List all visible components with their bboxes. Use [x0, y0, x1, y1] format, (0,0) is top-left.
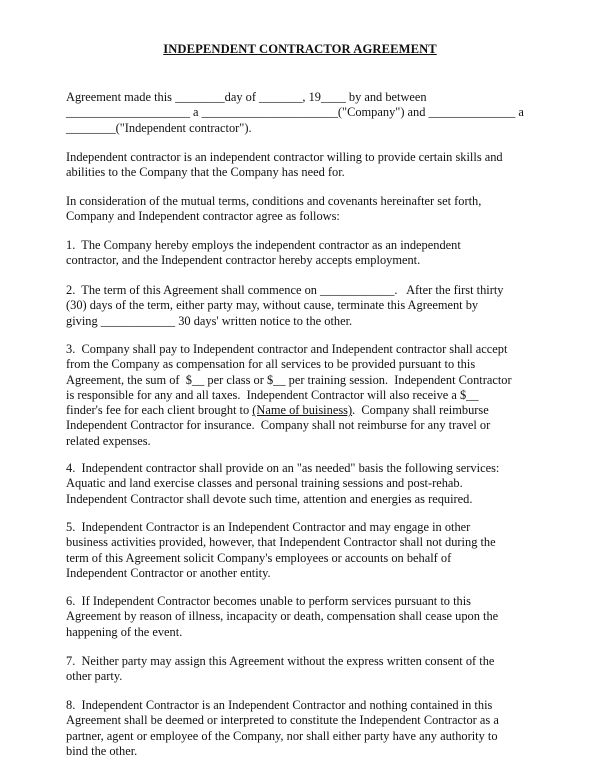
clause-line: 5. Independent Contractor is an Independent Contractor and may engage in other	[66, 520, 471, 534]
clause-line: (30) days of the term, either party may, without cause, terminate this Agreement by	[66, 298, 479, 313]
clause-line: Agreement by reason of illness, incapacity or death, compensation shall cease upon the	[66, 609, 499, 624]
clause-line: other party.	[66, 669, 123, 684]
clause-line: 3. Company shall pay to Independent contractor and Independent contractor shall accept	[66, 342, 508, 356]
clause-7	[66, 654, 536, 685]
clause-line: 4. Independent contractor shall provide on an "as needed" basis the following services:	[66, 461, 500, 475]
intro-paragraph	[66, 90, 536, 136]
consideration-line: Company and Independent contractor agree as follows:	[66, 209, 340, 224]
clause-line: Independent Contractor or another entity.	[66, 565, 271, 580]
clause-line: happening of the event.	[66, 624, 183, 639]
purpose-line: abilities to the Company that the Company has need for.	[66, 165, 345, 180]
clause-line: Agreement, the sum of $__ per class or $__ per training session. Independent Contractor	[66, 372, 512, 387]
clause-line: Agreement shall be deemed or interpreted to constitute the Independent Contractor as a	[66, 713, 499, 728]
business-name-placeholder: (Name of buisiness)	[252, 403, 353, 418]
clause-4	[66, 461, 536, 507]
clause-line: giving ____________ 30 days' written notice to the other.	[66, 313, 353, 328]
clause-line: contractor, and the Independent contractor hereby accepts employment.	[66, 253, 421, 268]
clause-line: term of this Agreement solicit Company's employees or accounts on behalf of	[66, 550, 452, 565]
clause-line: is responsible for any and all taxes. Independent Contractor will also receive a $__	[66, 387, 479, 402]
purpose-paragraph	[66, 150, 536, 181]
clause-line: 8. Independent Contractor is an Independent Contractor and nothing contained in this	[66, 698, 493, 712]
clause-line: 7. Neither party may assign this Agreement without the express written consent of the	[66, 654, 495, 668]
clause-line: bind the other.	[66, 743, 138, 758]
clause-line: 1. The Company hereby employs the independent contractor as an independent	[66, 238, 461, 252]
clause-1	[66, 238, 536, 269]
consideration-paragraph	[66, 194, 536, 225]
clause-line: business activities provided, however, that Independent Contractor shall not during the	[66, 535, 496, 550]
consideration-line: In consideration of the mutual terms, conditions and covenants hereinafter set forth,	[66, 194, 482, 208]
clause-text: finder's fee for each client brought to	[66, 403, 253, 418]
document-title: INDEPENDENT CONTRACTOR AGREEMENT	[163, 42, 437, 56]
clause-line: Independent Contractor for insurance. Company shall not reimburse for any travel or	[66, 418, 491, 433]
clause-line: 6. If Independent Contractor becomes unable to perform services pursuant to this	[66, 594, 471, 608]
clause-line: Independent Contractor shall devote such time, attention and energies as required.	[66, 491, 473, 506]
clause-line: Aquatic and land exercise classes and personal training sessions and post-rehab.	[66, 476, 463, 491]
purpose-line: Independent contractor is an independent contractor willing to provide certain skills and	[66, 150, 503, 164]
intro-line: Agreement made this ________day of _______, 19____ by and between	[66, 90, 427, 104]
clause-8	[66, 698, 536, 759]
clause-2	[66, 283, 536, 329]
clause-6	[66, 594, 536, 640]
clause-line: related expenses.	[66, 433, 151, 448]
clause-text: . Company shall reimburse	[352, 403, 489, 418]
clause-line: 2. The term of this Agreement shall commence on ____________. After the first thirty	[66, 283, 504, 297]
clause-line: partner, agent or employee of the Company, nor shall either party have any authority to	[66, 728, 498, 743]
intro-line: ________("Independent contractor").	[66, 120, 252, 135]
intro-line: ____________________ a ______________________("Company") and ______________ a	[66, 105, 524, 120]
clause-5	[66, 520, 536, 581]
clause-line	[66, 403, 536, 418]
clause-line: from the Company as compensation for all services to be provided pursuant to this	[66, 357, 476, 372]
clause-3	[66, 342, 536, 449]
